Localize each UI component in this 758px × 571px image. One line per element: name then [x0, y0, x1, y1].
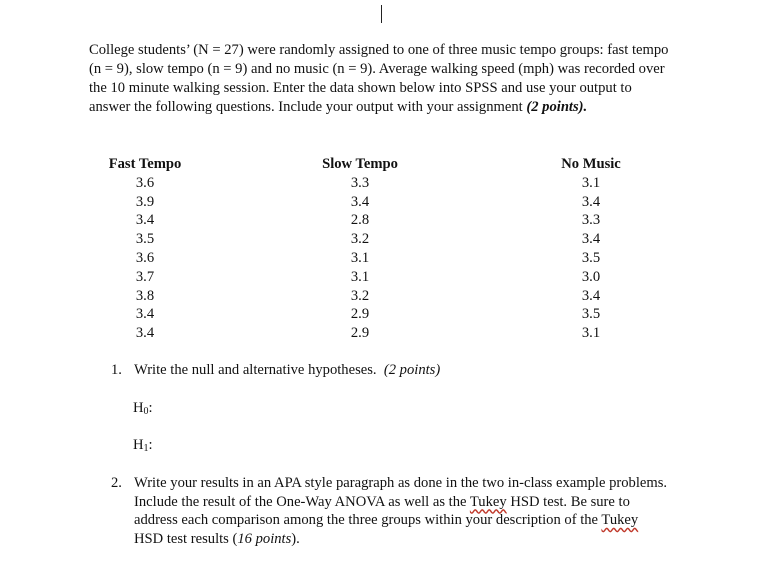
- cell: 3.5: [581, 249, 601, 266]
- cell: 3.4: [135, 306, 155, 323]
- column-header: Fast Tempo: [108, 156, 182, 172]
- column-header: No Music: [561, 156, 621, 172]
- cell: 3.9: [135, 193, 155, 210]
- intro-text: College students’ (N = 27) were randomly assigned to one of three music tempo groups: fast tempo (n = 9), slow tempo (n = 9) and no music (n = 9). Average walking speed (mph) was recorded over the 10 minute walking session. Enter the data shown below into SPSS and use your output to answer the following questions. Include your output with your assignment: [89, 42, 669, 115]
- cell: 3.5: [135, 231, 155, 248]
- question-text: Write your results in an APA style paragraph as done in the two in-class example problems. Include the result of the One-Way ANOVA as well as the Tukey HSD test. Be sure to address each comparison among the three groups within your description of the Tukey HSD test results (16 points).: [134, 475, 668, 547]
- cell: 3.5: [581, 306, 601, 323]
- column-header: Slow Tempo: [322, 156, 398, 172]
- column-fast-tempo: [103, 155, 187, 343]
- cell: 3.4: [581, 287, 601, 304]
- cell: 3.4: [581, 231, 601, 248]
- cell: 3.2: [350, 231, 370, 248]
- cell: 3.8: [135, 287, 155, 304]
- cell: 3.0: [581, 268, 601, 285]
- cell: 3.1: [581, 325, 601, 342]
- intro-points: (2 points).: [526, 99, 588, 115]
- text-cursor: [381, 5, 382, 23]
- question-number: 1.: [111, 362, 122, 378]
- cell: 3.1: [350, 268, 370, 285]
- null-hypothesis-label: $H_0$:: [133, 400, 153, 417]
- question-points: (2 points): [383, 362, 441, 378]
- cell: 2.9: [350, 325, 370, 342]
- question-number: 2.: [111, 475, 122, 491]
- column-no-music: [549, 155, 633, 343]
- cell: 3.4: [135, 212, 155, 229]
- cell: 3.2: [350, 287, 370, 304]
- cell: 3.1: [581, 174, 601, 191]
- cell: 3.3: [350, 174, 370, 191]
- alternative-hypothesis-label: $H_1$:: [133, 437, 153, 454]
- question-points: 16 points: [237, 530, 292, 547]
- question-text: Write the null and alternative hypotheses. (2 points): [134, 362, 441, 378]
- cell: 3.6: [135, 249, 155, 266]
- cell: 3.6: [135, 174, 155, 191]
- cell: 3.4: [135, 325, 155, 342]
- column-slow-tempo: [313, 155, 407, 343]
- cell: 2.9: [350, 306, 370, 323]
- spellcheck-word: Tukey: [601, 512, 639, 528]
- cell: 3.1: [350, 249, 370, 266]
- cell: 2.8: [350, 212, 370, 229]
- cell: 3.4: [350, 193, 370, 210]
- cell: 3.7: [135, 268, 155, 285]
- intro-paragraph: [89, 41, 674, 117]
- cell: 3.4: [581, 193, 601, 210]
- spellcheck-word: Tukey: [469, 493, 507, 510]
- cell: 3.3: [581, 212, 601, 229]
